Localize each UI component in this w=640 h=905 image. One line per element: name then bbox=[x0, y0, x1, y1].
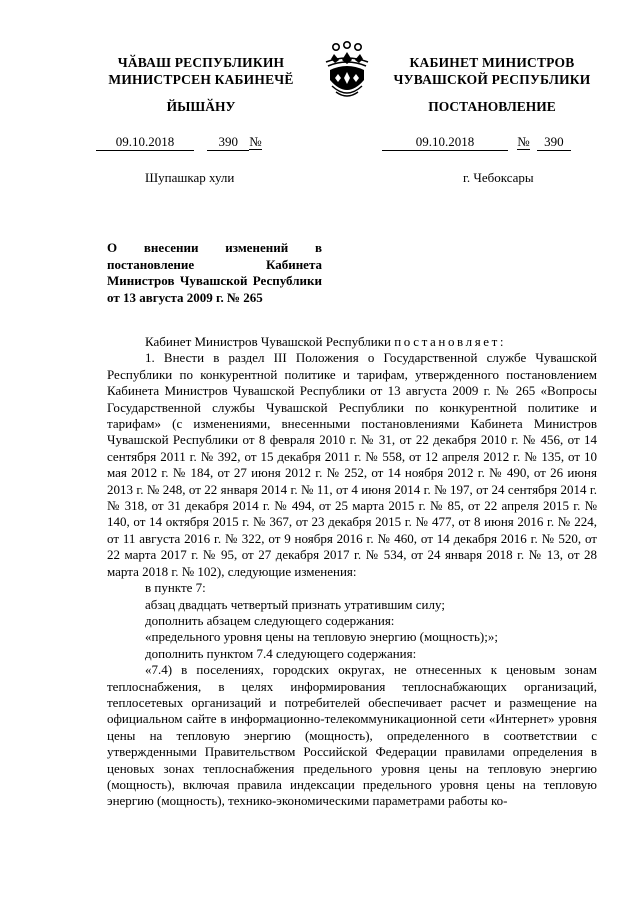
header-left-org bbox=[92, 54, 310, 88]
document-subject: О внесении изменений в постановление Кабинета Министров Чувашской Республики от 13 августа 2009 г. № 265 bbox=[107, 240, 322, 305]
intro-prefix: Кабинет Министров Чувашской Республики bbox=[145, 334, 391, 349]
number-sign-left: № bbox=[249, 134, 262, 149]
line-price-level: «предельного уровня цены на тепловую энергию (мощность);»; bbox=[145, 629, 498, 645]
header-right-line-2: ЧУВАШСКОЙ РЕСПУБЛИКИ bbox=[393, 72, 591, 87]
line-add-abzac: дополнить абзацем следующего содержания: bbox=[145, 612, 395, 628]
header-right-org bbox=[384, 54, 600, 88]
paragraph-7-4: «7.4) в поселениях, городских округах, не отнесенных к ценовым зонам теплоснабжения, в целях информирования теплоснабжающих организаций, теплосетевых организаций и потребителей обеспечивает расчет и размещение на официальном сайте в информационно-телекоммуникационной сети «Интернет» уровня цены на тепловую энергию (мощность), определенного в соответствии с утвержденными Правительством Российской Федерации правилами определения в ценовых зонах теплоснабжения предельного уровня цены на тепловую энергию (мощность), включая правила индексации предельного уровня цены на тепловую энергию (мощность), технико-экономическими параметрами работы ко- bbox=[107, 662, 597, 809]
header-right-line-1: КАБИНЕТ МИНИСТРОВ bbox=[409, 55, 575, 70]
line-abzac-24: абзац двадцать четвертый признать утратившим силу; bbox=[145, 596, 445, 612]
place-left: Шупашкар хули bbox=[145, 170, 235, 185]
date-line-right bbox=[382, 134, 571, 151]
date-right: 09.10.2018 bbox=[382, 134, 508, 151]
header-left-line-1: ЧӐВАШ РЕСПУБЛИКИН bbox=[117, 55, 285, 70]
header-right-doc-type: ПОСТАНОВЛЕНИЕ bbox=[428, 99, 556, 114]
number-sign-right: № bbox=[517, 134, 530, 149]
line-add-point-7-4: дополнить пунктом 7.4 следующего содержания: bbox=[145, 645, 417, 661]
header-left-doc-type: ЙЫШӐНУ bbox=[166, 99, 236, 114]
paragraph-1: 1. Внести в раздел III Положения о Государственной службе Чувашской Республики по конкурентной политике и тарифам, утвержденного постановлением Кабинета Министров Чувашской Республики от 13 августа 2009 г. № 265 «Вопросы Государственной службы Чувашской Республики по конкурентной политике и тарифам» (с изменениями, внесенными постановлениями Кабинета Министров Чувашской Республики от 8 февраля 2010 г. № 31, от 22 декабря 2010 г. № 456, от 14 сентября 2011 г. № 392, от 15 декабря 2011 г. № 558, от 12 апреля 2012 г. № 135, от 10 мая 2012 г. № 184, от 27 июня 2012 г. № 252, от 14 ноября 2012 г. № 490, от 26 июня 2013 г. № 248, от 22 января 2014 г. № 11, от 4 июня 2014 г. № 197, от 24 сентября 2014 г. № 318, от 31 декабря 2014 г. № 494, от 25 марта 2015 г. № 85, от 22 апреля 2015 г. № 140, от 14 октября 2015 г. № 367, от 23 декабря 2015 г. № 477, от 8 июня 2016 г. № 224, от 11 августа 2016 г. № 322, от 9 ноября 2016 г. № 460, от 14 декабря 2016 г. № 520, от 22 марта 2017 г. № 95, от 27 декабря 2017 г. № 534, от 24 января 2018 г. № 13, от 28 марта 2018 г. № 102), следующие изменения: bbox=[107, 350, 597, 579]
intro-verb: постановляет: bbox=[394, 334, 507, 349]
header-left-line-2: МИНИСТРСЕН КАБИНЕЧӖ bbox=[108, 72, 294, 87]
document-body bbox=[107, 334, 597, 810]
number-left: 390 bbox=[207, 134, 249, 151]
number-right: 390 bbox=[537, 134, 571, 151]
place-right: г. Чебоксары bbox=[463, 170, 534, 185]
date-left: 09.10.2018 bbox=[96, 134, 194, 151]
date-line-left bbox=[96, 134, 262, 151]
intro-paragraph bbox=[107, 334, 597, 350]
line-in-point-7: в пункте 7: bbox=[145, 580, 206, 596]
chuvash-emblem-icon bbox=[318, 40, 376, 102]
